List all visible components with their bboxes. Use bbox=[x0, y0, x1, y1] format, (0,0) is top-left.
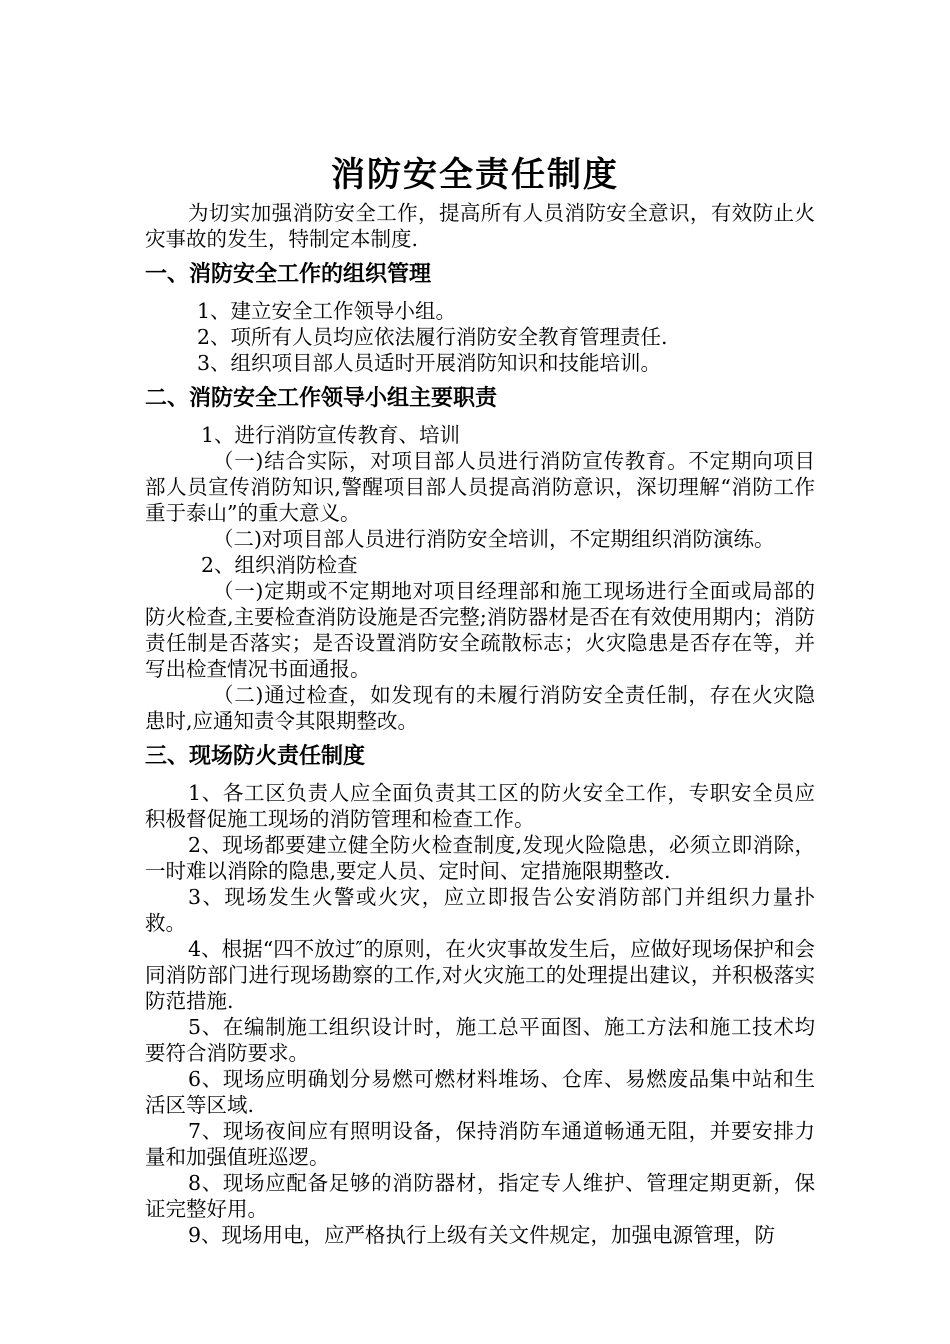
section3-heading: 三、现场防火责任制度 bbox=[145, 744, 366, 769]
section3-item: 8、现场应配备足够的消防器材，指定专人维护、管理定期更新，保证完整好用。 bbox=[145, 1171, 815, 1221]
section2-subitem: （二)对项目部人员进行消防安全培训，不定期组织消防演练。 bbox=[213, 527, 775, 551]
section3-item: 1、各工区负责人应全面负责其工区的防火安全工作，专职安全员应积极督促施工现场的消防管理和检查工作。 bbox=[145, 781, 815, 831]
section3-item: 6、现场应明确划分易燃可燃材料堆场、仓库、易燃废品集中站和生活区等区域. bbox=[145, 1067, 815, 1117]
intro-paragraph: 为切实加强消防安全工作，提高所有人员消防安全意识，有效防止火灾事故的发生，特制定本制度. bbox=[145, 201, 815, 251]
section1-item: 1、建立安全工作领导小组。 bbox=[197, 299, 457, 323]
section2-subitem: （一)结合实际，对项目部人员进行消防宣传教育。不定期向项目部人员宣传消防知识,警醒项目部人员提高消防意识，深切理解“消防工作重于泰山”的重大意义。 bbox=[145, 449, 815, 525]
section2-heading: 二、消防安全工作领导小组主要职责 bbox=[145, 386, 498, 411]
section1-heading: 一、消防安全工作的组织管理 bbox=[145, 262, 432, 287]
section3-item: 3、现场发生火警或火灾，应立即报告公安消防部门并组织力量扑救。 bbox=[145, 885, 815, 935]
section3-item: 2、现场都要建立健全防火检查制度,发现火险隐患，必须立即消除，一时难以消除的隐患,要定人员、定时间、定措施限期整改. bbox=[145, 833, 815, 883]
section2-subitem: （二)通过检查，如发现有的未履行消防安全责任制，存在火灾隐患时,应通知责令其限期整改。 bbox=[145, 683, 815, 733]
section3-item: 4、根据“四不放过″的原则，在火灾事故发生后，应做好现场保护和会同消防部门进行现场勘察的工作,对火灾施工的处理提出建议，并积极落实防范措施. bbox=[145, 937, 815, 1013]
document-title: 消防安全责任制度 bbox=[331, 155, 619, 195]
section1-item: 2、项所有人员均应依法履行消防安全教育管理责任. bbox=[197, 325, 668, 349]
section3-item: 5、在编制施工组织设计时，施工总平面图、施工方法和施工技术均要符合消防要求。 bbox=[145, 1015, 815, 1065]
section1-item: 3、组织项目部人员适时开展消防知识和技能培训。 bbox=[197, 351, 662, 375]
section2-item: 1、进行消防宣传教育、培训 bbox=[201, 423, 461, 447]
section3-item: 7、现场夜间应有照明设备，保持消防车通道畅通无阻，并要安排力量和加强值班巡逻。 bbox=[145, 1119, 815, 1169]
document-body bbox=[145, 200, 815, 1248]
section3-item: 9、现场用电，应严格执行上级有关文件规定，加强电源管理，防 bbox=[188, 1223, 776, 1247]
section2-item: 2、组织消防检查 bbox=[201, 553, 358, 577]
section2-subitem: （一)定期或不定期地对项目经理部和施工现场进行全面或局部的防火检查,主要检查消防设施是否完整;消防器材是否在有效使用期内；消防责任制是否落实；是否设置消防安全疏散标志；火灾隐患是否存在等，并写出检查情况书面通报。 bbox=[145, 579, 815, 681]
